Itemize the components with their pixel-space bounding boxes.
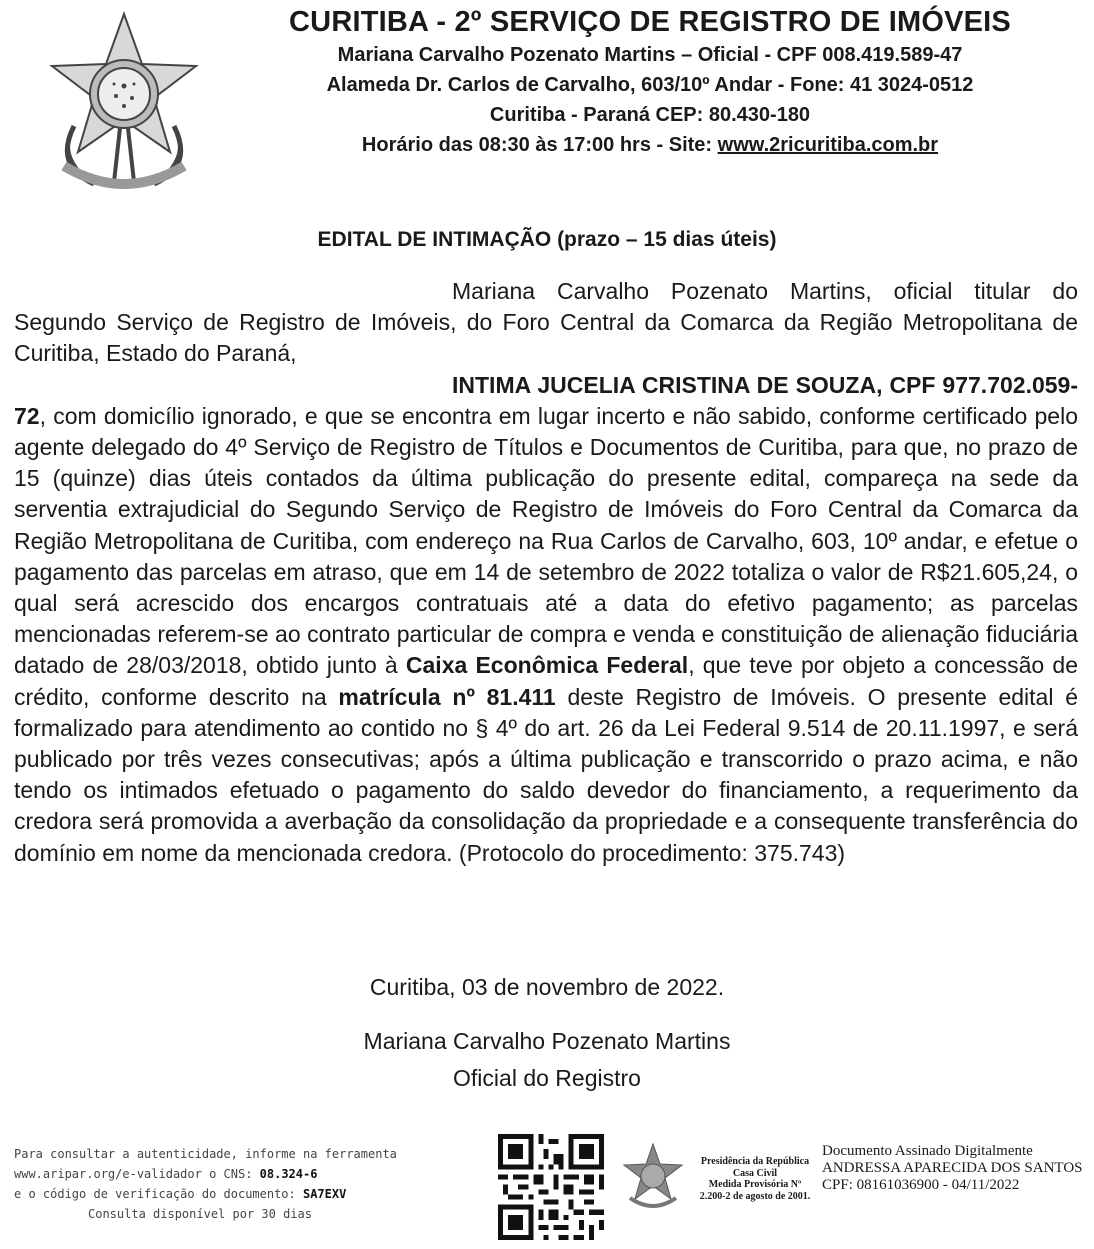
- presidencia-stamp: [690, 1156, 820, 1202]
- signed-name: ANDRESSA APARECIDA DOS SANTOS: [822, 1160, 1083, 1176]
- verify-code-text: e o código de verificação do documento:: [14, 1187, 303, 1201]
- document-header: [220, 4, 1080, 160]
- body-text-3: deste Registro de Imóveis. O presente edital é formalizado para atendimento ao contido no § 4º do art. 26 da Lei Federal 9.514 de 20.11.1997, e será publicado por três vezes consecutivas; após a última publicação e transcorrido o prazo acima, e não tendo os intimados efetuado o pagamento do saldo devedor do financiamento, a requerimento da credora será promovida a averbação da consolidação da propriedade e a consequente transferência do domínio em nome da mencionada credora. (Protocolo do procedimento: 375.743): [14, 683, 1079, 866]
- verification-code: SA7EXV: [302, 1187, 347, 1201]
- registry-title: CURITIBA - 2º SERVIÇO DE REGISTRO DE IMÓVEIS: [289, 6, 1011, 38]
- verification-note: [14, 1144, 464, 1224]
- official-line: Mariana Carvalho Pozenato Martins – Oficial - CPF 008.419.589-47: [337, 44, 963, 66]
- edital-body: [14, 276, 1078, 869]
- presidencia-line: Medida Provisória Nº: [708, 1179, 802, 1190]
- hours-text: Horário das 08:30 às 17:00 hrs - Site:: [361, 134, 718, 156]
- verify-line-1: Para consultar a autenticidade, informe na ferramenta: [14, 1147, 397, 1161]
- presidencia-line: Casa Civil: [732, 1167, 778, 1179]
- verify-line-3: [14, 1184, 464, 1204]
- qr-code-icon[interactable]: [498, 1134, 604, 1240]
- bank-name: Caixa Econômica Federal: [405, 652, 689, 679]
- main-paragraph: [14, 370, 1078, 869]
- signed-title: Documento Assinado Digitalmente: [822, 1143, 1033, 1159]
- site-link[interactable]: www.2ricuritiba.com.br: [717, 134, 939, 156]
- body-text-1: , com domicílio ignorado, e que se encontra em lugar incerto e não sabido, conforme certificado pelo agente delegado do 4º Serviço de Registro de Títulos e Documentos de Curitiba, para que, no prazo de 15 (quinze) dias úteis contados da última publicação do presente edital, compareça na sede da serventia extrajudicial do Segundo Serviço de Registro de Imóveis do Foro Central da Comarca da Região Metropolitana de Curitiba, com endereço na Rua Carlos de Carvalho, 603, 10º andar, e efetue o pagamento das parcelas em atraso, que em 14 de setembro de 2022 totaliza o valor de R$21.605,24, o qual será acrescido dos encargos contratuais até a data do efetivo pagamento; as parcelas mencionadas referem-se ao contrato particular de compra e venda e constituição de alienação fiduciária datado de 28/03/2018, obtido junto à: [14, 402, 1078, 679]
- signed-cpf-date: CPF: 08161036900 - 04/11/2022: [822, 1177, 1020, 1193]
- signer-role: Oficial do Registro: [453, 1065, 641, 1091]
- cns-code: 08.324-6: [259, 1167, 318, 1181]
- intro-paragraph: Mariana Carvalho Pozenato Martins, oficial titular do Segundo Serviço de Registro de Imóveis, do Foro Central da Comarca da Região Metropolitana de Curitiba, Estado do Paraná,: [14, 278, 1078, 367]
- address-line: Alameda Dr. Carlos de Carvalho, 603/10º Andar - Fone: 41 3024-0512: [326, 74, 974, 96]
- hours-line: [220, 130, 1080, 160]
- intimation-name: INTIMA JUCELIA CRISTINA DE SOUZA, CPF 977.702.059-72: [14, 371, 1078, 429]
- body-text-2: , que teve por objeto a concessão de crédito, conforme descrito na: [14, 652, 1078, 710]
- place-date: Curitiba, 03 de novembro de 2022.: [369, 974, 725, 1000]
- signer-name: Mariana Carvalho Pozenato Martins: [363, 1028, 731, 1054]
- verify-line-4: Consulta disponível por 30 dias: [88, 1207, 312, 1221]
- matricula-number: matrícula nº 81.411: [338, 683, 556, 710]
- presidencia-line: Presidência da República: [700, 1156, 810, 1167]
- brazil-coat-of-arms-icon: [620, 1142, 686, 1214]
- brazil-coat-of-arms-icon: [34, 6, 214, 202]
- verify-url-text: www.aripar.org/e-validador o CNS:: [14, 1167, 260, 1181]
- presidencia-line: 2.200-2 de agosto de 2001.: [699, 1190, 811, 1202]
- city-line: Curitiba - Paraná CEP: 80.430-180: [489, 104, 811, 126]
- digital-signature-block: [822, 1143, 1084, 1194]
- edital-title: EDITAL DE INTIMAÇÃO (prazo – 15 dias úteis): [317, 228, 777, 251]
- verify-line-2: [14, 1164, 464, 1184]
